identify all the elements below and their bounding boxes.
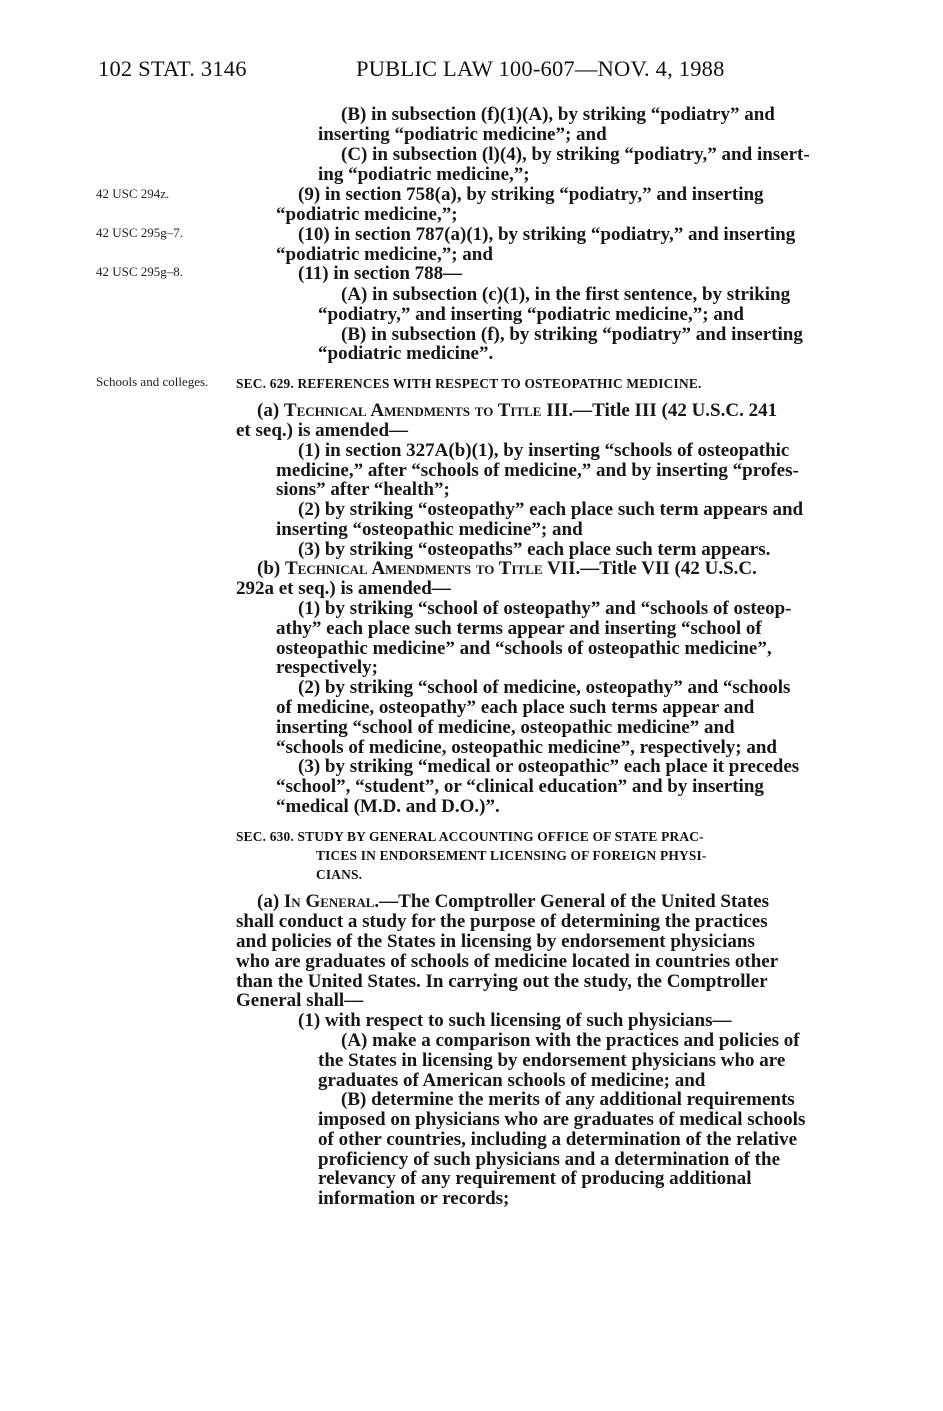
text-line: relevancy of any requirement of producing additional [318, 1168, 752, 1189]
text-line: osteopathic medicine” and “schools of osteopathic medicine”, [276, 638, 772, 659]
text-line: imposed on physicians who are graduates of medical schools [318, 1109, 806, 1130]
text-line: (A) in subsection (c)(1), in the first sentence, by striking [341, 284, 791, 305]
text-line: “podiatry,” and inserting “podiatric medicine,”; and [318, 304, 744, 325]
text-line: 292a et seq.) is amended— [236, 578, 451, 599]
text-line: (1) by striking “school of osteopathy” and “schools of osteop- [298, 598, 792, 619]
text-line: information or records; [318, 1188, 510, 1209]
text-line: than the United States. In carrying out the study, the Comptroller [236, 971, 768, 992]
text-line: (B) in subsection (f)(1)(A), by striking “podiatry” and [341, 104, 775, 125]
text-line: (11) in section 788— [298, 263, 463, 284]
margin-note: 42 USC 294z. [96, 186, 170, 201]
text-line: (3) by striking “medical or osteopathic” each place it precedes [298, 756, 800, 777]
text-line: (9) in section 758(a), by striking “podiatry,” and inserting [298, 184, 764, 205]
text-line: “medical (M.D. and D.O.)”. [276, 796, 500, 817]
text-line: (2) by striking “school of medicine, osteopathy” and “schools [298, 677, 791, 698]
text-line: athy” each place such terms appear and inserting “school of [276, 618, 762, 639]
text-line: inserting “school of medicine, osteopathic medicine” and [276, 717, 735, 738]
margin-note: 42 USC 295g–7. [96, 225, 184, 240]
text-line: graduates of American schools of medicine; and [318, 1070, 706, 1091]
text-line: General shall— [236, 990, 364, 1011]
text-line: and policies of the States in licensing by endorsement physicians [236, 931, 755, 952]
text-line: shall conduct a study for the purpose of determining the practices [236, 911, 768, 932]
section-heading: SEC. 629. REFERENCES WITH RESPECT TO OSTEOPATHIC MEDICINE. [236, 376, 702, 391]
section-heading: TICES IN ENDORSEMENT LICENSING OF FOREIGN PHYSI- [316, 848, 707, 863]
text-line: (3) by striking “osteopaths” each place such term appears. [298, 539, 771, 560]
text-line: (C) in subsection (l)(4), by striking “podiatry,” and insert- [341, 144, 810, 165]
text-line: (a) In General.—The Comptroller General of the United States [257, 891, 769, 912]
text-line: et seq.) is amended— [236, 420, 409, 441]
text-line: of medicine, osteopathy” each place such terms appear and [276, 697, 755, 718]
text-line: (2) by striking “osteopathy” each place such term appears and [298, 499, 804, 520]
text-line: “school”, “student”, or “clinical education” and by inserting [276, 776, 764, 797]
text-line: inserting “osteopathic medicine”; and [276, 519, 583, 540]
stat-citation: 102 STAT. 3146 [98, 56, 247, 81]
text-line: of other countries, including a determination of the relative [318, 1129, 797, 1150]
text-line: (a) Technical Amendments to Title III.—Title III (42 U.S.C. 241 [257, 400, 778, 421]
text-line: (1) in section 327A(b)(1), by inserting “schools of osteopathic [298, 440, 790, 461]
text-line: (10) in section 787(a)(1), by striking “podiatry,” and inserting [298, 224, 796, 245]
section-heading: SEC. 630. STUDY BY GENERAL ACCOUNTING OFFICE OF STATE PRAC- [236, 829, 704, 844]
text-line: who are graduates of schools of medicine located in countries other [236, 951, 779, 972]
text-line: “podiatric medicine,”; and [276, 244, 493, 265]
text-line: (B) determine the merits of any additional requirements [341, 1089, 795, 1110]
text-line: sions” after “health”; [276, 479, 450, 500]
text-line: inserting “podiatric medicine”; and [318, 124, 607, 145]
text-line: (b) Technical Amendments to Title VII.—Title VII (42 U.S.C. [257, 558, 757, 579]
text-line: (1) with respect to such licensing of such physicians— [298, 1010, 732, 1031]
text-line: ing “podiatric medicine,”; [318, 164, 530, 185]
text-line: the States in licensing by endorsement physicians who are [318, 1050, 786, 1071]
text-line: proficiency of such physicians and a determination of the [318, 1149, 781, 1170]
text-line: medicine,” after “schools of medicine,” and by inserting “profes- [276, 460, 799, 481]
text-line: “podiatric medicine”. [318, 343, 494, 364]
section-heading: CIANS. [316, 867, 363, 882]
text-line: respectively; [276, 657, 378, 678]
margin-note: Schools and colleges. [96, 374, 209, 389]
text-line: (A) make a comparison with the practices and policies of [341, 1030, 800, 1051]
text-line: “podiatric medicine,”; [276, 204, 458, 225]
law-citation: PUBLIC LAW 100-607—NOV. 4, 1988 [356, 56, 725, 81]
text-line: (B) in subsection (f), by striking “podiatry” and inserting [341, 324, 803, 345]
margin-note: 42 USC 295g–8. [96, 264, 184, 279]
text-line: “schools of medicine, osteopathic medicine”, respectively; and [276, 737, 777, 758]
